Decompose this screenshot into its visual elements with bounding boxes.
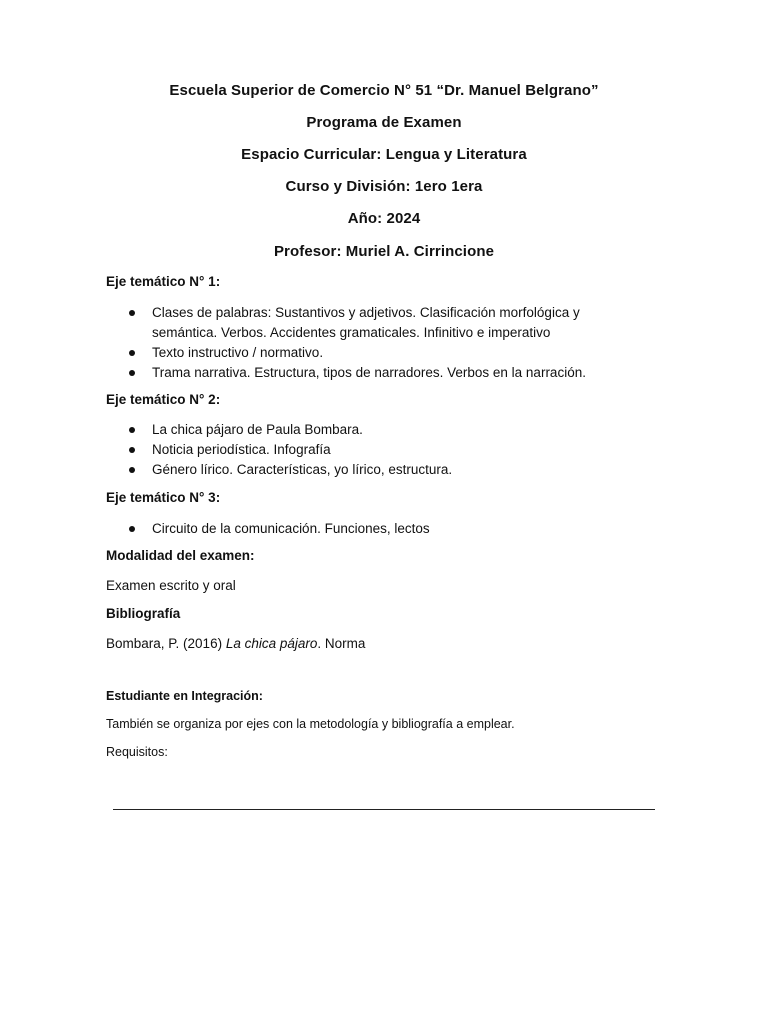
list-item [0,440,452,460]
school-name: Escuela Superior de Comercio N° 51 “Dr. Manuel Belgrano” [169,82,599,99]
bibliography-book-title: La chica pájaro [225,636,318,651]
list-item-text: Noticia periodística. Infografía [152,442,331,457]
list-item-continuation [0,323,586,343]
list-item-text: Trama narrativa. Estructura, tipos de narradores. Verbos en la narración. [152,365,586,380]
modality-title: Modalidad del examen: [106,548,255,563]
axis-1-list [0,303,586,383]
document-title: Programa de Examen [306,114,462,131]
list-item [0,363,586,383]
list-item-text: Clases de palabras: Sustantivos y adjetivos. Clasificación morfológica y [152,305,580,320]
bibliography-title: Bibliografía [106,606,181,621]
axis-3-title: Eje temático N° 3: [106,490,221,505]
list-item [0,420,452,440]
bullet-icon [129,526,135,532]
list-item-text: La chica pájaro de Paula Bombara. [152,422,363,437]
bibliography-publisher: . Norma [317,636,366,651]
axis-1-title: Eje temático N° 1: [106,274,221,289]
integration-title: Estudiante en Integración: [106,689,263,703]
bullet-icon [129,427,135,433]
axis-2-list [0,420,452,480]
requirements-label: Requisitos: [106,745,168,759]
teacher-line: Profesor: Muriel A. Cirrincione [273,243,495,260]
axis-2-title: Eje temático N° 2: [106,392,221,407]
bullet-icon [129,467,135,473]
bibliography-entry [106,636,365,651]
horizontal-rule [113,809,655,810]
list-item [0,519,430,539]
bullet-icon [129,310,135,316]
bullet-icon [129,350,135,356]
list-item [0,343,586,363]
list-item [0,460,452,480]
axis-3-list [0,519,430,539]
subject-line: Espacio Curricular: Lengua y Literatura [241,146,527,163]
list-item-text: Texto instructivo / normativo. [152,345,324,360]
year-line: Año: 2024 [347,210,421,227]
integration-text: También se organiza por ejes con la metodología y bibliografía a emplear. [106,717,515,731]
list-item-text: semántica. Verbos. Accidentes gramaticales. Infinitivo e imperativo [152,325,551,340]
course-line: Curso y División: 1ero 1era [285,178,483,195]
list-item [0,303,586,323]
modality-text: Examen escrito y oral [106,578,236,593]
list-item-text: Género lírico. Características, yo lírico, estructura. [152,462,453,477]
bibliography-author: Bombara, P. (2016) [106,636,226,651]
bullet-icon [129,370,135,376]
bullet-icon [129,447,135,453]
list-item-text: Circuito de la comunicación. Funciones, lectos [152,521,430,536]
